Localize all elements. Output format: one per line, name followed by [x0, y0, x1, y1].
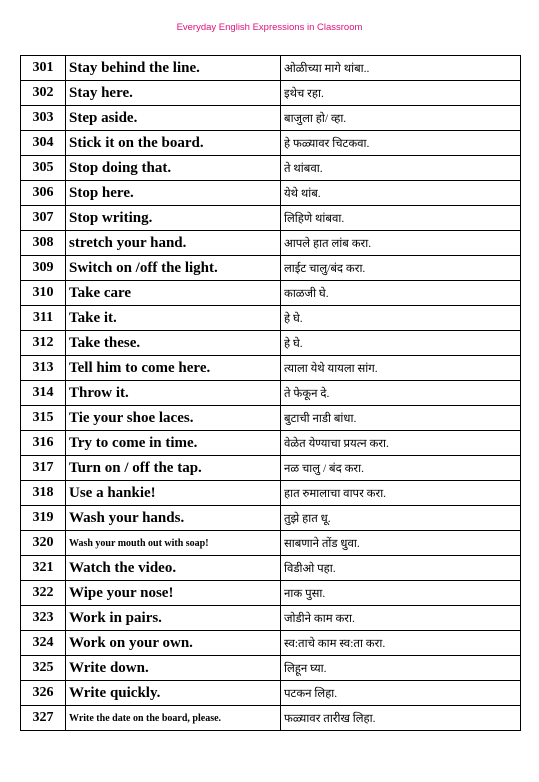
row-number: 301	[21, 56, 66, 81]
english-expression: Stop here.	[66, 181, 281, 206]
english-expression: Take care	[66, 281, 281, 306]
table-row	[21, 256, 521, 281]
row-number: 320	[21, 531, 66, 556]
english-expression: Throw it.	[66, 381, 281, 406]
row-number: 322	[21, 581, 66, 606]
row-number: 305	[21, 156, 66, 181]
table-row	[21, 81, 521, 106]
marathi-translation: हे घे.	[281, 306, 521, 331]
english-expression: Work on your own.	[66, 631, 281, 656]
english-expression: Use a hankie!	[66, 481, 281, 506]
marathi-translation: काळजी घे.	[281, 281, 521, 306]
row-number: 327	[21, 706, 66, 731]
row-number: 310	[21, 281, 66, 306]
english-expression: Stop writing.	[66, 206, 281, 231]
english-expression: Switch on /off the light.	[66, 256, 281, 281]
marathi-translation: जोडीने काम करा.	[281, 606, 521, 631]
english-expression: Work in pairs.	[66, 606, 281, 631]
english-expression: Write down.	[66, 656, 281, 681]
table-row	[21, 631, 521, 656]
table-row	[21, 206, 521, 231]
marathi-translation: हात रुमालाचा वापर करा.	[281, 481, 521, 506]
marathi-translation: येथे थांब.	[281, 181, 521, 206]
table-row	[21, 431, 521, 456]
table-row	[21, 106, 521, 131]
table-row	[21, 306, 521, 331]
table-row	[21, 706, 521, 731]
marathi-translation: आपले हात लांब करा.	[281, 231, 521, 256]
table-row	[21, 356, 521, 381]
marathi-translation: पटकन लिहा.	[281, 681, 521, 706]
table-row	[21, 131, 521, 156]
row-number: 318	[21, 481, 66, 506]
table-row	[21, 581, 521, 606]
page-header: Everyday English Expressions in Classroom	[176, 22, 363, 33]
row-number: 323	[21, 606, 66, 631]
table-row	[21, 381, 521, 406]
english-expression: Wipe your nose!	[66, 581, 281, 606]
table-row	[21, 281, 521, 306]
marathi-translation: लाईट चालु/बंद करा.	[281, 256, 521, 281]
row-number: 321	[21, 556, 66, 581]
marathi-translation: नळ चालु / बंद करा.	[281, 456, 521, 481]
expressions-table-body	[21, 56, 521, 731]
table-row	[21, 656, 521, 681]
english-expression: Tie your shoe laces.	[66, 406, 281, 431]
row-number: 311	[21, 306, 66, 331]
table-row	[21, 406, 521, 431]
row-number: 312	[21, 331, 66, 356]
marathi-translation: फळ्यावर तारीख लिहा.	[281, 706, 521, 731]
table-row	[21, 681, 521, 706]
english-expression: Stay behind the line.	[66, 56, 281, 81]
english-expression: Take it.	[66, 306, 281, 331]
row-number: 316	[21, 431, 66, 456]
marathi-translation: तुझे हात धू.	[281, 506, 521, 531]
row-number: 303	[21, 106, 66, 131]
marathi-translation: लिहून घ्या.	[281, 656, 521, 681]
row-number: 314	[21, 381, 66, 406]
table-row	[21, 506, 521, 531]
english-expression: Watch the video.	[66, 556, 281, 581]
english-expression: Tell him to come here.	[66, 356, 281, 381]
marathi-translation: बाजुला हो/ व्हा.	[281, 106, 521, 131]
english-expression: Take these.	[66, 331, 281, 356]
table-row	[21, 331, 521, 356]
table-row	[21, 606, 521, 631]
marathi-translation: लिहिणे थांबवा.	[281, 206, 521, 231]
row-number: 326	[21, 681, 66, 706]
row-number: 304	[21, 131, 66, 156]
marathi-translation: त्याला येथे यायला सांग.	[281, 356, 521, 381]
marathi-translation: हे फळ्यावर चिटकवा.	[281, 131, 521, 156]
marathi-translation: स्व:ताचे काम स्व:ता करा.	[281, 631, 521, 656]
marathi-translation: ते फेकून दे.	[281, 381, 521, 406]
row-number: 315	[21, 406, 66, 431]
table-row	[21, 181, 521, 206]
table-row	[21, 456, 521, 481]
table-row	[21, 231, 521, 256]
marathi-translation: इथेच रहा.	[281, 81, 521, 106]
english-expression: Stay here.	[66, 81, 281, 106]
table-row	[21, 56, 521, 81]
english-expression: Stick it on the board.	[66, 131, 281, 156]
row-number: 309	[21, 256, 66, 281]
row-number: 302	[21, 81, 66, 106]
row-number: 317	[21, 456, 66, 481]
marathi-translation: बुटाची नाडी बांधा.	[281, 406, 521, 431]
table-row	[21, 531, 521, 556]
row-number: 319	[21, 506, 66, 531]
english-expression: stretch your hand.	[66, 231, 281, 256]
row-number: 308	[21, 231, 66, 256]
english-expression: Wash your mouth out with soap!	[66, 531, 281, 556]
expressions-table	[20, 55, 521, 731]
marathi-translation: ते थांबवा.	[281, 156, 521, 181]
row-number: 307	[21, 206, 66, 231]
english-expression: Wash your hands.	[66, 506, 281, 531]
marathi-translation: नाक पुसा.	[281, 581, 521, 606]
english-expression: Step aside.	[66, 106, 281, 131]
marathi-translation: विडीओ पहा.	[281, 556, 521, 581]
table-row	[21, 556, 521, 581]
row-number: 313	[21, 356, 66, 381]
table-row	[21, 481, 521, 506]
table-row	[21, 156, 521, 181]
english-expression: Turn on / off the tap.	[66, 456, 281, 481]
english-expression: Try to come in time.	[66, 431, 281, 456]
english-expression: Write the date on the board, please.	[66, 706, 281, 731]
marathi-translation: साबणाने तोंड धुवा.	[281, 531, 521, 556]
marathi-translation: वेळेत येण्याचा प्रयत्न करा.	[281, 431, 521, 456]
row-number: 324	[21, 631, 66, 656]
marathi-translation: हे घे.	[281, 331, 521, 356]
row-number: 325	[21, 656, 66, 681]
english-expression: Stop doing that.	[66, 156, 281, 181]
row-number: 306	[21, 181, 66, 206]
english-expression: Write quickly.	[66, 681, 281, 706]
marathi-translation: ओळीच्या मागे थांबा..	[281, 56, 521, 81]
